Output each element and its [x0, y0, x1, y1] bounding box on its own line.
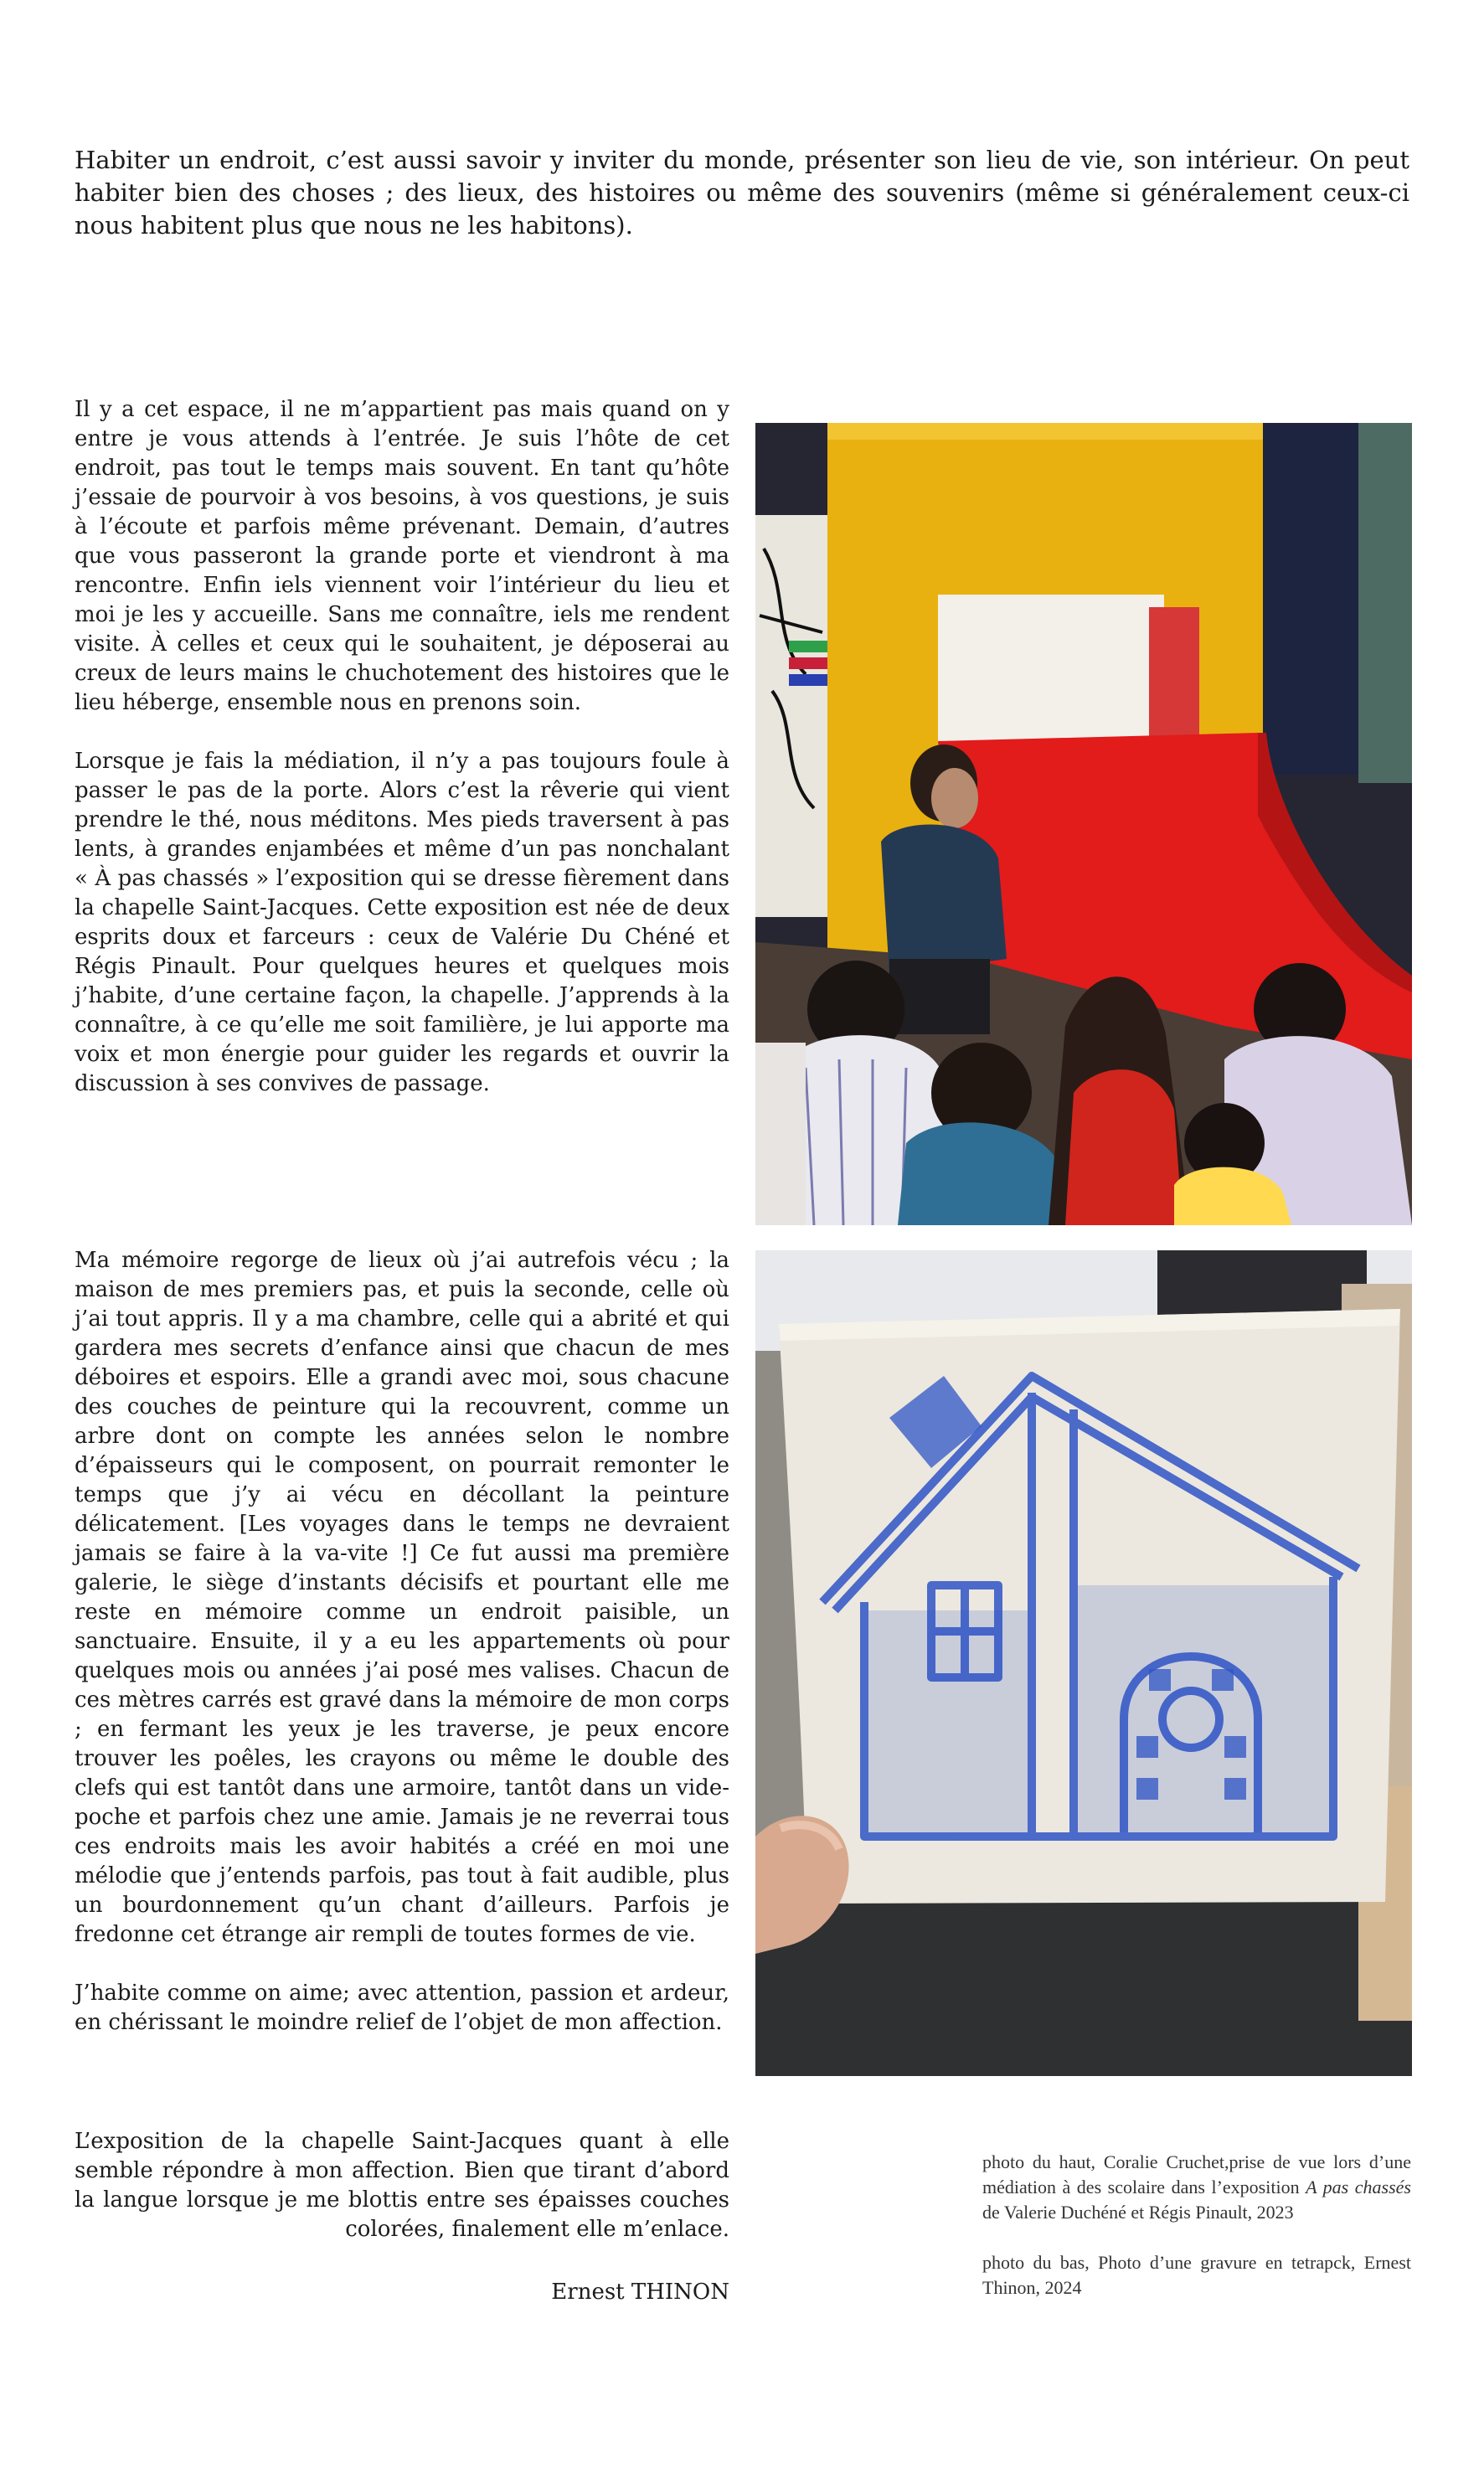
exhibition-illustration	[755, 423, 1412, 1225]
credit-top-photo	[982, 2150, 1411, 2225]
intro-paragraph: Habiter un endroit, c’est aussi savoir y inviter du monde, présenter son lieu de vie, son intérieur. On peut habiter bien des choses ; des lieux, des histoires ou même des souvenirs (même si généralement ceux-ci nous habitent plus que nous ne les habitons).	[75, 146, 1409, 240]
paragraph-mediation: Lorsque je fais la médiation, il n’y a pas toujours foule à passer le pas de la porte. Alors c’est la rêverie qui vient prendre le thé, nous méditons. Mes pieds traversent à pas lents, à grandes enjambées et même d’un pas nonchalant « À pas chassés » l’exposition qui se dresse fièrement dans la chapelle Saint-Jacques. Cette exposition est née de deux esprits doux et farceurs : ceux de Valérie Du Chéné et Régis Pinault. Pour quelques heures et quelques mois j’habite, d’une certaine façon, la chapelle. J’apprends à la connaître, à ce qu’elle me soit familière, je lui apporte ma voix et mon énergie pour guider les regards et ouvrir la discussion à ses convives de passage.	[75, 749, 729, 1096]
house-print-illustration	[755, 1250, 1412, 2076]
credit-top-text-end: de Valerie Duchéné et Régis Pinault, 2023	[982, 2202, 1294, 2223]
text-block-memory	[75, 1246, 729, 2038]
paragraph-host: Il y a cet espace, il ne m’appartient pas mais quand on y entre je vous attends à l’entrée. Je suis l’hôte de cet endroit, pas tout le temps mais souvent. En tant qu’hôte j’essaie de pourvoir à vos besoins, à vos questions, je suis à l’écoute et parfois même prévenant. Demain, d’autres que vous passeront la grande porte et viendront à ma rencontre. Enfin iels viennent voir l’intérieur du lieu et moi je les y accueille. Sans me connaître, iels me rendent visite. À celles et ceux qui le souhaitent, je déposerai au creux de leurs mains le chuchotement des histoires que le lieu héberge, ensemble nous en prenons soin.	[75, 397, 729, 715]
credit-top-text: photo du haut, Coralie Cruchet,prise de vue lors d’une médiation à des scolaire dans l’exposition	[982, 2151, 1411, 2197]
paragraph-love: J’habite comme on aime; avec attention, passion et ardeur, en chérissant le moindre relief de l’objet de mon affection.	[75, 1981, 729, 2035]
credit-bottom-photo: photo du bas, Photo d’une gravure en tetrapck, Ernest Thinon, 2024	[982, 2252, 1411, 2298]
paragraph-memory: Ma mémoire regorge de lieux où j’ai autrefois vécu ; la maison de mes premiers pas, et puis la seconde, celle où j’ai tout appris. Il y a ma chambre, celle qui a abrité et qui gardera mes secrets d’enfance ainsi que chacun de mes déboires et espoirs. Elle a grandi avec moi, sous chacune des couches de peinture qui la recouvrent, comme un arbre dont on compte les années selon le nombre d’épaisseurs qui le composent, on pourrait remonter le temps que j’y ai vécu en décollant la peinture délicatement. [Les voyages dans le temps ne devraient jamais se faire à la va-vite !] Ce fut aussi ma première galerie, le siège d’instants décisifs et pourtant elle me reste en mémoire comme un endroit paisible, un sanctuaire. Ensuite, il y a eu les appartements où pour quelques mois ou années j’ai posé mes valises. Chacun de ces mètres carrés est gravé dans la mémoire de mon corps ; en fermant les yeux je les traverse, je peux encore trouver les poêles, les crayons ou même le double des clefs qui est tantôt dans une armoire, tantôt dans un vide-poche et parfois chez une amie. Jamais je ne reverrai tous ces endroits mais les avoir habités a créé en moi une mélodie que j’entends parfois, pas tout à fait audible, plus un bourdonnement qu’un chant d’ailleurs. Parfois je fredonne cet étrange air rempli de toutes formes de vie.	[75, 1248, 729, 1947]
credit-top-exhibition-title: A pas chassés	[1306, 2177, 1411, 2197]
author-signature: Ernest THINON	[551, 2280, 729, 2305]
text-block-host	[75, 395, 729, 1099]
photo-house-print	[755, 1250, 1412, 2076]
photo-exhibition	[755, 423, 1412, 1225]
photo-credits	[982, 2150, 1411, 2300]
text-block-closing	[75, 2127, 729, 2244]
paragraph-closing: L’exposition de la chapelle Saint-Jacques quant à elle semble répondre à mon affection. Bien que tirant d’abord la langue lorsque je me blottis entre ses épaisses couches colorées, finalement elle m’enlace.	[75, 2129, 729, 2242]
